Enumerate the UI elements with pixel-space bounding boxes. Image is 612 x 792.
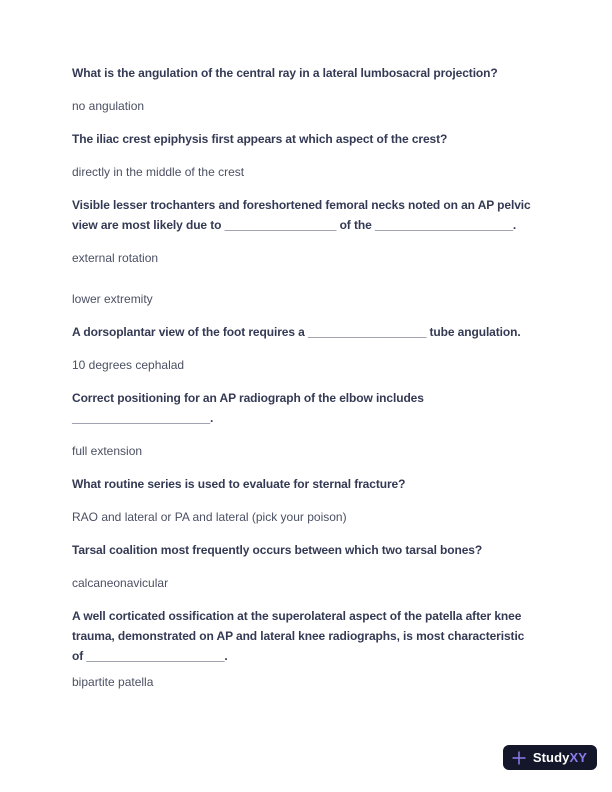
logo-word-study: Study xyxy=(532,750,570,765)
question-text xyxy=(72,606,544,666)
question-text xyxy=(72,322,544,342)
answer-text xyxy=(72,248,544,268)
answer-line: RAO and lateral or PA and lateral (pick your poison) xyxy=(72,510,347,524)
question-text xyxy=(72,474,544,494)
answer-line: external rotation xyxy=(72,251,159,265)
question-line: trauma, demonstrated on AP and lateral knee radiographs, is most characteristic xyxy=(72,629,525,643)
answer-text xyxy=(72,96,544,116)
answer-text xyxy=(72,162,544,182)
answer-text xyxy=(72,507,544,527)
answer-text xyxy=(72,441,544,461)
question-text xyxy=(72,540,544,560)
question-line: What routine series is used to evaluate for sternal fracture? xyxy=(72,477,406,491)
question-text xyxy=(72,129,544,149)
answer-text xyxy=(72,573,544,593)
question-line: Visible lesser trochanters and foreshortened femoral necks noted on an AP pelvic xyxy=(72,198,531,212)
logo-wordmark xyxy=(533,750,587,765)
question-text xyxy=(72,388,544,428)
question-line: What is the angulation of the central ray in a lateral lumbosacral projection? xyxy=(72,66,498,80)
answer-text xyxy=(72,355,544,375)
answer-line: calcaneonavicular xyxy=(72,576,169,590)
answer-line: 10 degrees cephalad xyxy=(72,358,185,372)
question-text xyxy=(72,195,544,235)
question-line: A dorsoplantar view of the foot requires a __________________ tube angulation. xyxy=(72,325,521,339)
answer-line: directly in the middle of the crest xyxy=(72,165,245,179)
question-line: A well corticated ossification at the superolateral aspect of the patella after knee xyxy=(72,609,522,623)
answer-line: bipartite patella xyxy=(72,675,154,689)
plus-icon xyxy=(511,750,527,766)
question-line: Correct positioning for an AP radiograph of the elbow includes xyxy=(72,391,424,405)
question-line: of _____________________. xyxy=(72,649,228,663)
answer-text xyxy=(72,672,544,692)
question-line: The iliac crest epiphysis first appears at which aspect of the crest? xyxy=(72,132,448,146)
question-text xyxy=(72,63,544,83)
question-line: Tarsal coalition most frequently occurs between which two tarsal bones? xyxy=(72,543,483,557)
answer-line: full extension xyxy=(72,444,143,458)
answer-line: no angulation xyxy=(72,99,145,113)
question-line: view are most likely due to _________________ of the _____________________. xyxy=(72,218,517,232)
answer-text xyxy=(72,289,544,309)
studyxy-logo xyxy=(503,745,597,770)
question-line: _____________________. xyxy=(72,411,214,425)
logo-word-xy: XY xyxy=(569,750,587,765)
answer-line: lower extremity xyxy=(72,292,153,306)
